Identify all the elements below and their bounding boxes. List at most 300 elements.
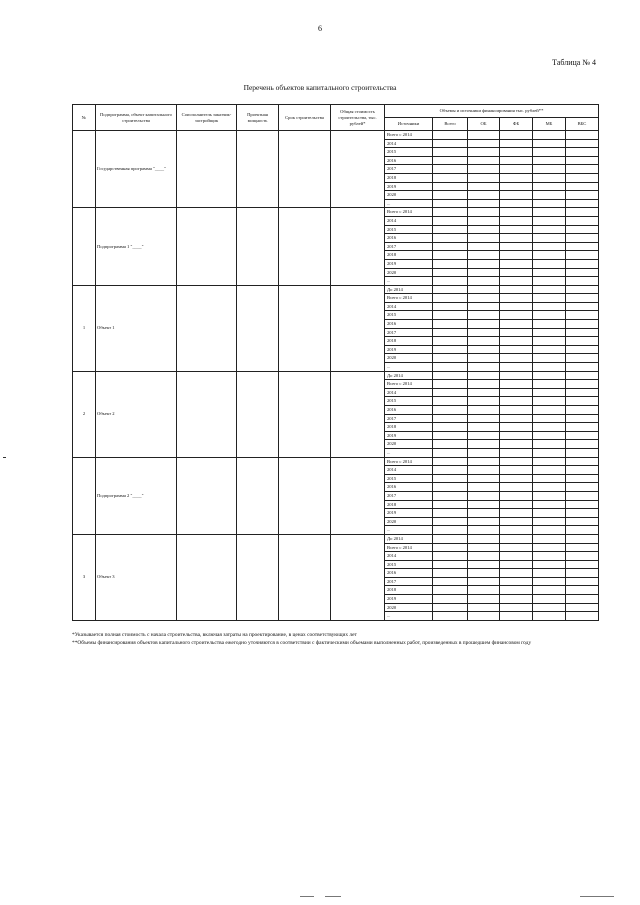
mb-cell [533, 448, 566, 457]
mb-cell [533, 577, 566, 586]
fb-cell [500, 208, 533, 217]
vbs-cell [566, 268, 599, 277]
source-cell: 2016 [385, 320, 433, 329]
ob-cell [468, 225, 500, 234]
footnotes [72, 631, 602, 647]
table-row [73, 131, 599, 140]
vbs-cell [566, 595, 599, 604]
fb-cell [500, 603, 533, 612]
fb-cell [500, 534, 533, 543]
total-cell [433, 294, 468, 303]
ob-cell [468, 216, 500, 225]
vbs-cell [566, 363, 599, 372]
mb-cell [533, 423, 566, 432]
ob-cell [468, 354, 500, 363]
mb-cell [533, 474, 566, 483]
source-cell: 2017 [385, 242, 433, 251]
total-cell [433, 406, 468, 415]
total-cell [433, 457, 468, 466]
vbs-cell [566, 294, 599, 303]
ob-cell [468, 448, 500, 457]
mb-cell [533, 156, 566, 165]
ob-cell [468, 466, 500, 475]
total-cell [433, 543, 468, 552]
source-cell: 2018 [385, 337, 433, 346]
source-cell: 2019 [385, 595, 433, 604]
vbs-cell [566, 259, 599, 268]
total-cell [433, 242, 468, 251]
table-body [73, 131, 599, 621]
ob-cell [468, 345, 500, 354]
mb-cell [533, 302, 566, 311]
mb-cell [533, 242, 566, 251]
fb-cell [500, 474, 533, 483]
mb-cell [533, 388, 566, 397]
mb-cell [533, 560, 566, 569]
fb-cell [500, 165, 533, 174]
total-cell [433, 509, 468, 518]
term-cell [279, 534, 331, 620]
total-cell [433, 380, 468, 389]
executor-cell [177, 208, 237, 285]
table-row [73, 457, 599, 466]
ob-cell [468, 560, 500, 569]
fb-cell [500, 182, 533, 191]
fb-cell [500, 397, 533, 406]
fb-cell [500, 577, 533, 586]
mb-cell [533, 595, 566, 604]
source-cell: 2015 [385, 474, 433, 483]
total-cell [433, 182, 468, 191]
mb-cell [533, 534, 566, 543]
source-cell: Всего с 2014 [385, 131, 433, 140]
ob-cell [468, 259, 500, 268]
executor-cell [177, 131, 237, 208]
total-cell [433, 208, 468, 217]
ob-cell [468, 500, 500, 509]
fb-cell [500, 311, 533, 320]
source-cell: 2015 [385, 311, 433, 320]
total-cell [433, 216, 468, 225]
vbs-cell [566, 328, 599, 337]
capital-construction-table [72, 104, 599, 621]
mb-cell [533, 406, 566, 415]
total-cell [433, 173, 468, 182]
vbs-cell [566, 577, 599, 586]
total-cell [433, 612, 468, 621]
total-cell [433, 363, 468, 372]
vbs-cell [566, 526, 599, 535]
ob-cell [468, 388, 500, 397]
ob-cell [468, 173, 500, 182]
object-name: Подпрограмма 1 "____" [96, 208, 177, 285]
vbs-cell [566, 208, 599, 217]
header-ob: ОБ [468, 118, 500, 131]
source-cell: 2020 [385, 354, 433, 363]
ob-cell [468, 139, 500, 148]
ob-cell [468, 234, 500, 243]
total-cell [433, 328, 468, 337]
mb-cell [533, 603, 566, 612]
total-cell [433, 586, 468, 595]
vbs-cell [566, 216, 599, 225]
executor-cell [177, 371, 237, 457]
mb-cell [533, 509, 566, 518]
vbs-cell [566, 440, 599, 449]
source-cell: 2020 [385, 517, 433, 526]
source-cell: Всего с 2014 [385, 294, 433, 303]
mb-cell [533, 397, 566, 406]
row-number [73, 208, 96, 285]
vbs-cell [566, 191, 599, 200]
total-cell [433, 517, 468, 526]
total-cell [433, 191, 468, 200]
object-name: Подпрограмма 2 "____" [96, 457, 177, 534]
source-cell: ... [385, 363, 433, 372]
row-number: 3 [73, 534, 96, 620]
mb-cell [533, 311, 566, 320]
mb-cell [533, 586, 566, 595]
header-fb: ФБ [500, 118, 533, 131]
mb-cell [533, 345, 566, 354]
source-cell: 2017 [385, 165, 433, 174]
vbs-cell [566, 491, 599, 500]
scan-mark [3, 457, 6, 458]
fb-cell [500, 448, 533, 457]
fb-cell [500, 406, 533, 415]
fb-cell [500, 526, 533, 535]
source-cell: 2018 [385, 423, 433, 432]
total-cell [433, 251, 468, 260]
fb-cell [500, 225, 533, 234]
ob-cell [468, 586, 500, 595]
mb-cell [533, 466, 566, 475]
source-cell: ... [385, 526, 433, 535]
vbs-cell [566, 182, 599, 191]
ob-cell [468, 577, 500, 586]
header-mb: МБ [533, 118, 566, 131]
source-cell: ... [385, 277, 433, 286]
total-cell [433, 148, 468, 157]
scan-mark [325, 896, 341, 897]
header-cost: Общая стоимость строительства, тыс. рублей* [331, 105, 385, 131]
total-cell [433, 448, 468, 457]
source-cell: До 2014 [385, 285, 433, 294]
vbs-cell [566, 148, 599, 157]
fb-cell [500, 234, 533, 243]
source-cell: 2016 [385, 156, 433, 165]
fb-cell [500, 371, 533, 380]
vbs-cell [566, 139, 599, 148]
vbs-cell [566, 311, 599, 320]
ob-cell [468, 440, 500, 449]
fb-cell [500, 242, 533, 251]
capacity-cell [237, 285, 279, 371]
fb-cell [500, 380, 533, 389]
mb-cell [533, 208, 566, 217]
source-cell: 2018 [385, 173, 433, 182]
total-cell [433, 440, 468, 449]
ob-cell [468, 509, 500, 518]
vbs-cell [566, 397, 599, 406]
ob-cell [468, 148, 500, 157]
source-cell: ... [385, 448, 433, 457]
fb-cell [500, 251, 533, 260]
fb-cell [500, 294, 533, 303]
mb-cell [533, 371, 566, 380]
total-cell [433, 397, 468, 406]
fb-cell [500, 173, 533, 182]
fb-cell [500, 431, 533, 440]
vbs-cell [566, 388, 599, 397]
mb-cell [533, 569, 566, 578]
total-cell [433, 577, 468, 586]
fb-cell [500, 285, 533, 294]
fb-cell [500, 483, 533, 492]
source-cell: До 2014 [385, 534, 433, 543]
source-cell: 2020 [385, 440, 433, 449]
total-cell [433, 526, 468, 535]
header-executor: Соисполнитель заказчик-застройщик [177, 105, 237, 131]
header-num: № [73, 105, 96, 131]
ob-cell [468, 534, 500, 543]
ob-cell [468, 320, 500, 329]
total-cell [433, 474, 468, 483]
capacity-cell [237, 534, 279, 620]
capacity-cell [237, 457, 279, 534]
ob-cell [468, 131, 500, 140]
source-cell: До 2014 [385, 371, 433, 380]
source-cell: 2015 [385, 148, 433, 157]
source-cell: 2016 [385, 569, 433, 578]
mb-cell [533, 225, 566, 234]
total-cell [433, 285, 468, 294]
mb-cell [533, 431, 566, 440]
mb-cell [533, 414, 566, 423]
total-cell [433, 569, 468, 578]
source-cell: 2015 [385, 225, 433, 234]
total-cell [433, 466, 468, 475]
total-cell [433, 371, 468, 380]
mb-cell [533, 294, 566, 303]
source-cell: 2018 [385, 500, 433, 509]
mb-cell [533, 216, 566, 225]
mb-cell [533, 483, 566, 492]
vbs-cell [566, 431, 599, 440]
total-cell [433, 225, 468, 234]
ob-cell [468, 242, 500, 251]
total-cell [433, 483, 468, 492]
source-cell: 2014 [385, 139, 433, 148]
total-cell [433, 156, 468, 165]
ob-cell [468, 302, 500, 311]
fb-cell [500, 259, 533, 268]
fb-cell [500, 345, 533, 354]
total-cell [433, 131, 468, 140]
source-cell: 2014 [385, 552, 433, 561]
vbs-cell [566, 242, 599, 251]
mb-cell [533, 165, 566, 174]
fb-cell [500, 423, 533, 432]
fb-cell [500, 328, 533, 337]
ob-cell [468, 612, 500, 621]
fb-cell [500, 277, 533, 286]
vbs-cell [566, 448, 599, 457]
header-subprogram: Подпрограмма, объект капитального строительства [96, 105, 177, 131]
document-title: Перечень объектов капитального строительства [243, 83, 397, 92]
mb-cell [533, 328, 566, 337]
header-sources: Источники [385, 118, 433, 131]
ob-cell [468, 371, 500, 380]
total-cell [433, 139, 468, 148]
fb-cell [500, 595, 533, 604]
source-cell: 2015 [385, 397, 433, 406]
fb-cell [500, 148, 533, 157]
source-cell: 2019 [385, 345, 433, 354]
total-cell [433, 165, 468, 174]
vbs-cell [566, 406, 599, 415]
mb-cell [533, 440, 566, 449]
mb-cell [533, 517, 566, 526]
mb-cell [533, 173, 566, 182]
vbs-cell [566, 466, 599, 475]
term-cell [279, 208, 331, 285]
mb-cell [533, 543, 566, 552]
total-cell [433, 345, 468, 354]
source-cell: Всего с 2014 [385, 208, 433, 217]
source-cell: 2014 [385, 388, 433, 397]
vbs-cell [566, 354, 599, 363]
mb-cell [533, 259, 566, 268]
ob-cell [468, 285, 500, 294]
mb-cell [533, 131, 566, 140]
object-name: Государственная программа "____" [96, 131, 177, 208]
fb-cell [500, 268, 533, 277]
ob-cell [468, 526, 500, 535]
fb-cell [500, 586, 533, 595]
row-number: 1 [73, 285, 96, 371]
mb-cell [533, 234, 566, 243]
mb-cell [533, 354, 566, 363]
source-cell: 2019 [385, 431, 433, 440]
cost-cell [331, 534, 385, 620]
mb-cell [533, 457, 566, 466]
ob-cell [468, 431, 500, 440]
vbs-cell [566, 131, 599, 140]
mb-cell [533, 500, 566, 509]
mb-cell [533, 148, 566, 157]
footnote-cost: *Указывается полная стоимость с начала строительства, включая затраты на проектирование, в ценах соответствующих лет [72, 632, 357, 638]
vbs-cell [566, 337, 599, 346]
ob-cell [468, 156, 500, 165]
executor-cell [177, 285, 237, 371]
total-cell [433, 354, 468, 363]
vbs-cell [566, 285, 599, 294]
ob-cell [468, 380, 500, 389]
term-cell [279, 457, 331, 534]
header-vbs: ВБС [566, 118, 599, 131]
ob-cell [468, 603, 500, 612]
mb-cell [533, 285, 566, 294]
object-name: Объект 1 [96, 285, 177, 371]
ob-cell [468, 457, 500, 466]
vbs-cell [566, 483, 599, 492]
ob-cell [468, 491, 500, 500]
scan-mark [300, 896, 314, 897]
source-cell: 2016 [385, 483, 433, 492]
fb-cell [500, 414, 533, 423]
header-capacity: Проектная мощность [237, 105, 279, 131]
mb-cell [533, 199, 566, 208]
ob-cell [468, 182, 500, 191]
source-cell: Всего с 2014 [385, 380, 433, 389]
fb-cell [500, 500, 533, 509]
fb-cell [500, 457, 533, 466]
fb-cell [500, 509, 533, 518]
vbs-cell [566, 199, 599, 208]
ob-cell [468, 191, 500, 200]
source-cell: 2019 [385, 259, 433, 268]
source-cell: 2016 [385, 406, 433, 415]
total-cell [433, 560, 468, 569]
ob-cell [468, 543, 500, 552]
object-name: Объект 3 [96, 534, 177, 620]
cost-cell [331, 371, 385, 457]
ob-cell [468, 483, 500, 492]
object-name: Объект 2 [96, 371, 177, 457]
vbs-cell [566, 569, 599, 578]
vbs-cell [566, 251, 599, 260]
row-number: 2 [73, 371, 96, 457]
total-cell [433, 302, 468, 311]
row-number [73, 131, 96, 208]
mb-cell [533, 552, 566, 561]
executor-cell [177, 534, 237, 620]
mb-cell [533, 526, 566, 535]
fb-cell [500, 466, 533, 475]
ob-cell [468, 414, 500, 423]
cost-cell [331, 285, 385, 371]
vbs-cell [566, 380, 599, 389]
capacity-cell [237, 371, 279, 457]
total-cell [433, 431, 468, 440]
total-cell [433, 552, 468, 561]
cost-cell [331, 457, 385, 534]
ob-cell [468, 363, 500, 372]
fb-cell [500, 337, 533, 346]
source-cell: Всего с 2014 [385, 543, 433, 552]
ob-cell [468, 328, 500, 337]
ob-cell [468, 208, 500, 217]
vbs-cell [566, 320, 599, 329]
table-row [73, 208, 599, 217]
ob-cell [468, 397, 500, 406]
table-row [73, 534, 599, 543]
vbs-cell [566, 302, 599, 311]
total-cell [433, 603, 468, 612]
source-cell: 2014 [385, 216, 433, 225]
fb-cell [500, 156, 533, 165]
mb-cell [533, 363, 566, 372]
vbs-cell [566, 517, 599, 526]
ob-cell [468, 311, 500, 320]
ob-cell [468, 268, 500, 277]
vbs-cell [566, 603, 599, 612]
mb-cell [533, 380, 566, 389]
fb-cell [500, 388, 533, 397]
total-cell [433, 277, 468, 286]
total-cell [433, 491, 468, 500]
